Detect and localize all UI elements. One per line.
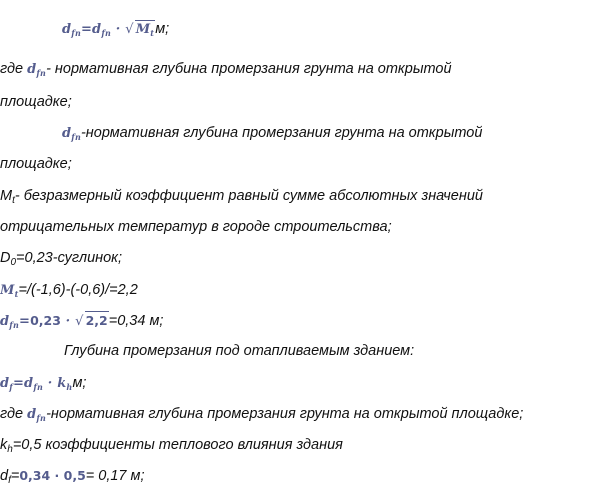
df-subscript: f bbox=[8, 475, 11, 486]
continuation-text: площадке; bbox=[0, 94, 72, 110]
paragraph-dfn-calc bbox=[0, 311, 163, 334]
formula-image: $d_{fn}=d_{fn}$ · √ $M_t$ bbox=[62, 22, 155, 37]
paragraph-mt-calc bbox=[0, 281, 138, 303]
dfn-calc-text: =0,34 м; bbox=[108, 313, 164, 329]
paragraph-line bbox=[0, 218, 392, 236]
root-value: 2,2 bbox=[85, 313, 108, 328]
mt-calc-text: =/(-1,6)-(-0,6)/=2,2 bbox=[18, 282, 138, 298]
definition-text: - безразмерный коэффициент равный сумме абсолютных значений bbox=[14, 188, 483, 204]
paragraph-dfn-definition-3 bbox=[0, 405, 523, 427]
continuation-text: отрицательных температур в городе строительства; bbox=[0, 219, 392, 235]
heading-text: Глубина промерзания под отапливаемым зданием: bbox=[64, 343, 415, 359]
dfn-symbol: $d_{fn}$ bbox=[27, 407, 47, 423]
paragraph-df-calc bbox=[0, 467, 145, 490]
kh-symbol: k bbox=[0, 437, 8, 453]
lead-word: где bbox=[0, 61, 28, 77]
dfn-symbol: $d_{fn}$ bbox=[62, 126, 81, 142]
definition-text: -нормативная глубина промерзания грунта на открытой площадке; bbox=[46, 406, 524, 422]
df-calc-text: = 0,17 м; bbox=[85, 468, 145, 484]
paragraph-dfn-definition bbox=[0, 60, 452, 82]
kh-text: =0,5 коэффициенты теплового влияния здания bbox=[12, 437, 343, 453]
lead-word: где bbox=[0, 406, 28, 422]
equals-sign: = bbox=[10, 468, 20, 484]
paragraph-line bbox=[0, 155, 72, 173]
formula-suffix: м; bbox=[155, 21, 170, 37]
coef-value: 0,23 bbox=[30, 313, 61, 328]
dot-operator: · √ bbox=[60, 314, 84, 329]
definition-text: -нормативная глубина промерзания грунта на открытой bbox=[80, 125, 483, 141]
df-suffix: м; bbox=[72, 375, 87, 391]
paragraph-dfn-definition-2 bbox=[62, 124, 482, 146]
mt-symbol: M bbox=[0, 188, 13, 204]
df-symbol: d bbox=[0, 468, 9, 484]
paragraph-mt-definition bbox=[0, 187, 483, 210]
continuation-text: площадке; bbox=[0, 156, 72, 172]
formula-frost-depth bbox=[62, 20, 169, 42]
paragraph-df-formula bbox=[0, 374, 86, 396]
d0-subscript: 0 bbox=[10, 257, 17, 268]
df-value-a: 0,34 bbox=[19, 468, 51, 483]
paragraph-d0 bbox=[0, 249, 122, 272]
d0-text: =0,23-суглинок; bbox=[16, 250, 123, 266]
df-value-b: 0,5 bbox=[63, 468, 86, 483]
mt-subscript: t bbox=[12, 195, 15, 206]
kh-subscript: h bbox=[7, 444, 13, 455]
dfn-symbol: $d_{fn}$ bbox=[27, 62, 47, 78]
paragraph-heated-building bbox=[64, 342, 414, 360]
dfn-formula: $d_{fn}=$ bbox=[0, 314, 31, 330]
definition-text: - нормативная глубина промерзания грунта на открытой bbox=[46, 61, 452, 77]
df-formula: $d_f=d_{fn} \cdot k_h$ bbox=[0, 376, 73, 392]
dot-operator: · bbox=[50, 468, 64, 483]
d0-symbol: D bbox=[0, 250, 11, 266]
mt-formula-symbol: $M_t$ bbox=[0, 283, 19, 299]
paragraph-line bbox=[0, 93, 72, 111]
paragraph-kh bbox=[0, 436, 343, 459]
